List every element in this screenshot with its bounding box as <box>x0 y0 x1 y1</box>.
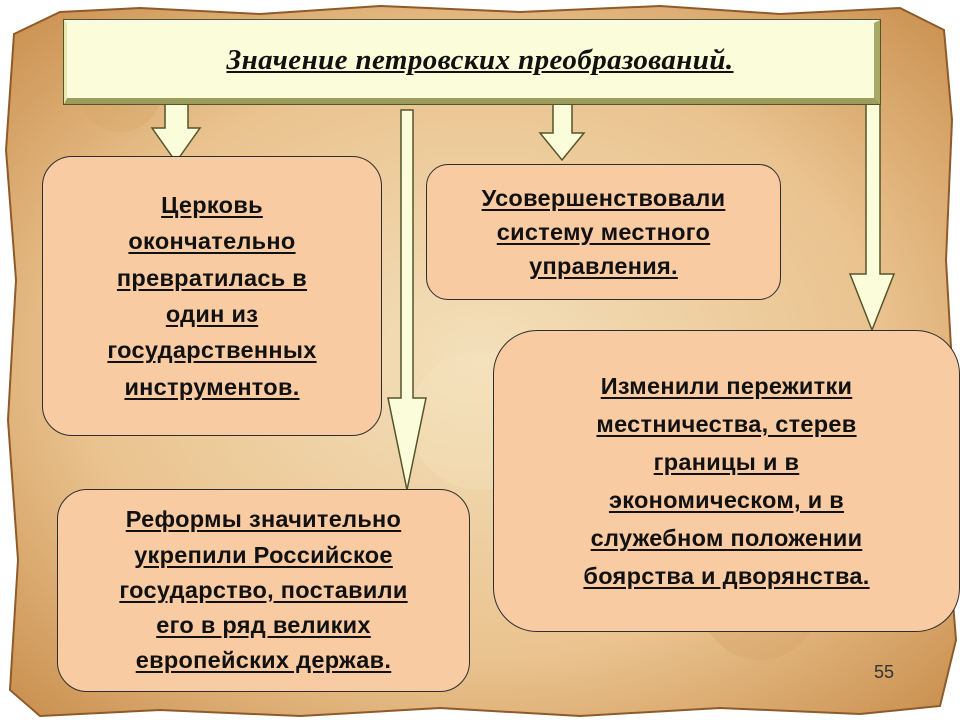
local-government-box-text: Усовершенствовали систему местного управления. <box>481 184 726 280</box>
local-government-box <box>426 164 781 300</box>
page-number: 55 <box>874 662 895 682</box>
arrow-to-church-box <box>152 104 200 162</box>
slide-title: Значение петровских преобразований. <box>226 44 734 76</box>
state-box <box>57 489 470 692</box>
state-box-text: Реформы значительно укрепили Российское государство, поставили его в ряд великих европейских держав. <box>119 506 408 674</box>
church-box-text: Церковь окончательно превратилась в один из государственных инструментов. <box>107 191 317 400</box>
mestnichestvo-box-text: Изменили пережитки местничества, стерев границы и в экономическом, и в служебном положении боярства и дворянства. <box>583 372 870 590</box>
arrow-to-local-government-box <box>540 104 584 160</box>
arrow-to-mestnichestvo-box <box>850 104 894 330</box>
arrow-to-state-box <box>388 110 426 490</box>
church-box <box>42 156 382 436</box>
mestnichestvo-box <box>493 330 960 632</box>
